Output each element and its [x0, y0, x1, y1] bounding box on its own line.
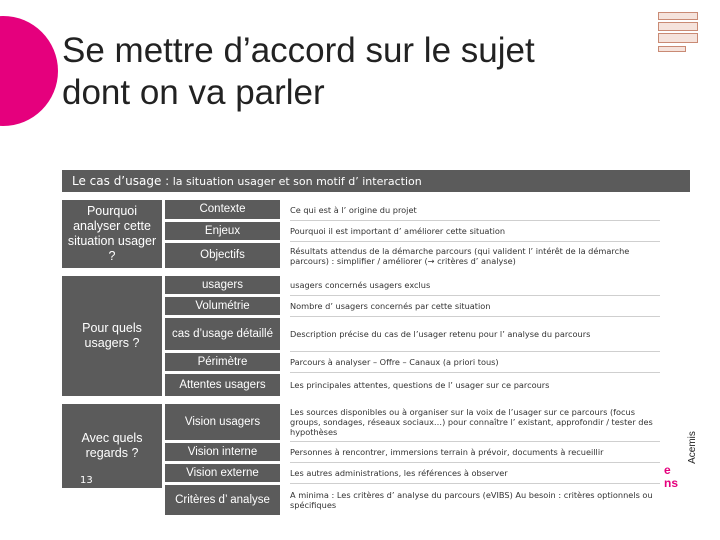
section-header-light: la situation usager et son motif d’ interaction [169, 175, 422, 188]
table-row [165, 200, 690, 219]
mini-diagram-box [658, 33, 698, 43]
page-title: Se mettre d’accord sur le sujet dont on va parler [62, 31, 535, 112]
table-row [165, 443, 690, 461]
row-description: Ce qui est à l’ origine du projet [290, 204, 417, 215]
row-label: cas d’usage détaillé [165, 318, 280, 350]
question-cell-how: Avec quels regards ? [62, 404, 162, 488]
table-row [165, 318, 690, 350]
row-label: Volumétrie [165, 297, 280, 315]
row-label: usagers [165, 276, 280, 294]
section-header [62, 170, 690, 192]
row-divider [290, 372, 660, 373]
row-description: Pourquoi il est important d’ améliorer cette situation [290, 226, 506, 236]
row-label: Vision externe [165, 464, 280, 482]
row-description: Nombre d’ usagers concernés par cette situation [290, 301, 491, 311]
row-divider [290, 351, 660, 352]
row-divider [290, 462, 660, 463]
row-description: Parcours à analyser – Offre – Canaux (a priori tous) [290, 357, 499, 367]
row-description: usagers concernés usagers exclus [290, 280, 431, 290]
row-label: Critères d’ analyse [165, 485, 280, 515]
row-description: A minima : Les critères d’ analyse du parcours (eVIBS) Au besoin : critères optionnels ou spécifiques [290, 490, 653, 510]
logo-fragment: e ns [664, 463, 679, 490]
row-description: Les principales attentes, questions de l’ usager sur ce parcours [290, 380, 550, 390]
row-divider [290, 483, 660, 484]
row-description: Personnes à rencontrer, immersions terrain à prévoir, documents à recueillir [290, 447, 604, 457]
table-row [165, 353, 690, 371]
mini-diagram-box [658, 46, 686, 52]
vertical-brand-text [686, 420, 712, 480]
row-divider [290, 316, 660, 317]
page-number: 13 [80, 475, 93, 486]
row-label: Objectifs [165, 243, 280, 268]
mini-diagram-box [658, 12, 698, 20]
row-label: Vision interne [165, 443, 280, 461]
table-row [165, 276, 690, 294]
row-label: Périmètre [165, 353, 280, 371]
decorative-circle [0, 16, 58, 126]
table-row [165, 222, 690, 240]
question-cell-who: Pour quels usagers ? [62, 276, 162, 396]
table-row [165, 464, 690, 482]
table-row [165, 297, 690, 315]
question-cell-why: Pourquoi analyser cette situation usager ? [62, 200, 162, 268]
table-row [165, 374, 690, 396]
row-description: Résultats attendus de la démarche parcours (qui valident l’ intérêt de la démarche parcours) : simplifier / améliorer (→ critères d’ analyse) [290, 245, 630, 266]
mini-diagram-thumbnail [658, 12, 700, 52]
row-label: Attentes usagers [165, 374, 280, 396]
row-divider [290, 241, 660, 242]
row-divider [290, 441, 660, 442]
section-header-strong: Le cas d’usage : [72, 174, 170, 188]
row-description: Les autres administrations, les références à observer [290, 468, 508, 478]
row-divider [290, 220, 660, 221]
table-row [165, 243, 690, 268]
table-row [165, 485, 690, 515]
row-label: Enjeux [165, 222, 280, 240]
mini-diagram-box [658, 22, 698, 31]
row-label: Vision usagers [165, 404, 280, 440]
row-description: Description précise du cas de l’usager retenu pour l’ analyse du parcours [290, 329, 591, 339]
row-divider [290, 295, 660, 296]
row-label: Contexte [165, 200, 280, 219]
table-row [165, 404, 690, 440]
row-description: Les sources disponibles ou à organiser sur la voix de l’usager sur ce parcours (focus groups, sondages, réseaux sociaux…) pour connaître l’ existant, approfondir / tester des hypothèses [290, 407, 653, 437]
vertical-brand-label: Acemis [686, 431, 698, 464]
